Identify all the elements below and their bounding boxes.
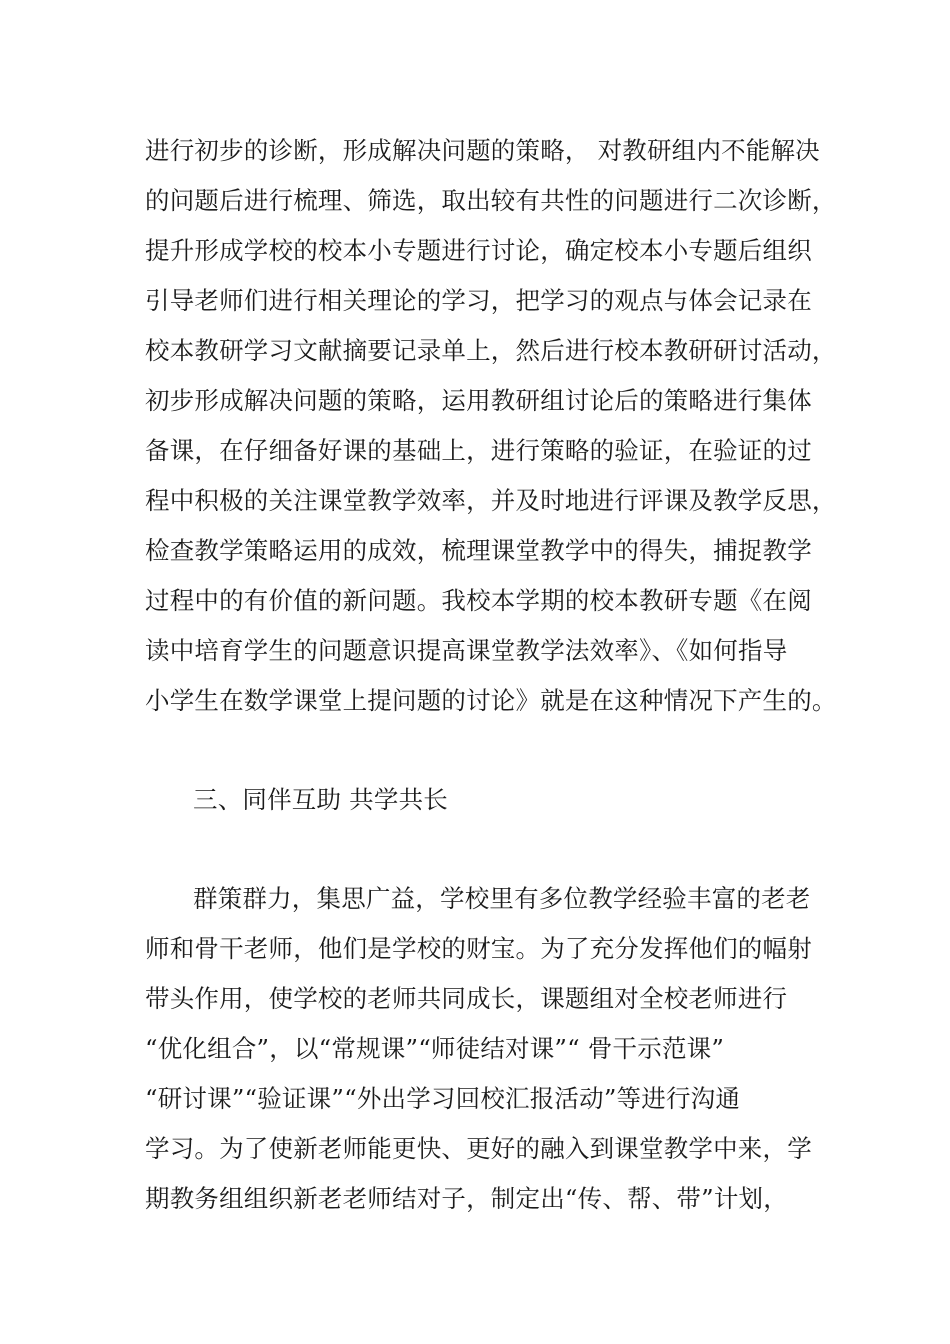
paragraph-line: 的问题后进行梳理、筛选，取出较有共性的问题进行二次诊断， xyxy=(145,186,837,215)
paragraph-line: 检查教学策略运用的成效，梳理课堂教学中的得失，捕捉教学 xyxy=(145,536,812,565)
paragraph-line: 师和骨干老师，他们是学校的财宝。为了充分发挥他们的幅射 xyxy=(145,934,812,963)
paragraph-line: 初步形成解决问题的策略，运用教研组讨论后的策略进行集体 xyxy=(145,386,812,415)
paragraph-line: 备课，在仔细备好课的基础上，进行策略的验证，在验证的过 xyxy=(145,436,812,465)
paragraph-line: 提升形成学校的校本小专题进行讨论，确定校本小专题后组织 xyxy=(145,236,812,265)
paragraph-line: 小学生在数学课堂上提问题的讨论》就是在这种情况下产生的。 xyxy=(145,686,837,715)
paragraph-line: 进行初步的诊断，形成解决问题的策略， 对教研组内不能解决 xyxy=(145,136,820,165)
paragraph-line: 带头作用，使学校的老师共同成长，课题组对全校老师进行 xyxy=(145,984,788,1013)
paragraph-line: 期教务组组织新老老师结对子，制定出“传、帮、带”计划， xyxy=(145,1184,788,1213)
paragraph-line: 引导老师们进行相关理论的学习，把学习的观点与体会记录在 xyxy=(145,286,812,315)
paragraph-line: “研讨课”“验证课”“外出学习回校汇报活动”等进行沟通 xyxy=(145,1084,741,1113)
paragraph-line: “优化组合”，以“常规课”“师徒结对课”“ 骨干示范课” xyxy=(145,1034,725,1063)
paragraph-line: 学习。为了使新老师能更快、更好的融入到课堂教学中来，学 xyxy=(145,1134,812,1163)
paragraph-line: 程中积极的关注课堂教学效率，并及时地进行评课及教学反思， xyxy=(145,486,837,515)
paragraph-line: 过程中的有价值的新问题。我校本学期的校本教研专题《在阅 xyxy=(145,586,812,615)
paragraph-line: 校本教研学习文献摘要记录单上，然后进行校本教研研讨活动， xyxy=(145,336,837,365)
section-heading: 三、同伴互助 共学共长 xyxy=(193,785,448,814)
paragraph-line: 读中培育学生的问题意识提高课堂教学法效率》、《如何指导 xyxy=(145,636,788,665)
paragraph-line: 群策群力，集思广益，学校里有多位教学经验丰富的老老 xyxy=(193,884,811,913)
